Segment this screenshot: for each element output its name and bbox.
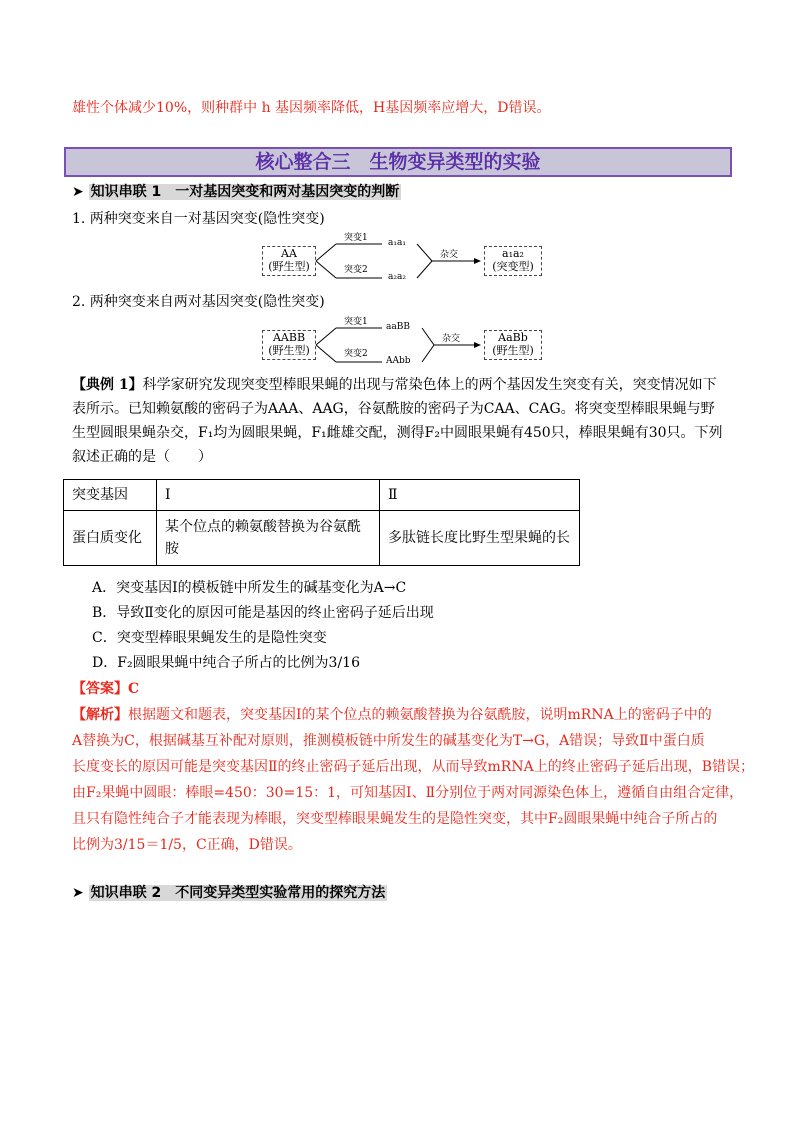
box-genotype: a₁a₂ xyxy=(502,247,524,260)
box-genotype: AaBb xyxy=(498,331,528,344)
box-genotype: AABB xyxy=(272,331,306,344)
mutation-1-label: 突变1 xyxy=(344,233,368,243)
analysis-label: 【解析】 xyxy=(72,707,128,723)
example-paragraph xyxy=(72,375,738,467)
diagram-2 xyxy=(262,318,542,374)
arrow-icon: ➤ xyxy=(72,184,84,200)
analysis-line: 长度变长的原因可能是突变基因Ⅱ的终止密码子延后出现，从而导致mRNA上的终止密码子延后出现，B错误； xyxy=(72,759,754,775)
analysis-line: A替换为C，根据碱基互补配对原则，推测模板链中所发生的碱基变化为T→G，A错误；导致Ⅱ中蛋白质 xyxy=(72,733,705,749)
answer: 【答案】C xyxy=(72,681,140,697)
mutation-2-label: 突变2 xyxy=(344,349,368,359)
top-text: 雄性个体减少10%，则种群中 h 基因频率降低，H基因频率应增大，D错误。 xyxy=(72,100,551,116)
box-phenotype: (突变型) xyxy=(492,260,534,273)
table-cell: 突变基因 xyxy=(64,480,157,511)
mutant-1-genotype: aaBB xyxy=(386,322,410,332)
table-cell: 某个位点的赖氨酸替换为谷氨酰胺 xyxy=(157,511,380,566)
example-line: 生型圆眼果蝇杂交，F₁均为圆眼果蝇，F₁雌雄交配，测得F₂中圆眼果蝇有450只，棒眼果蝇有30只。下列 xyxy=(72,425,723,441)
knowledge-heading-2 xyxy=(72,883,387,903)
box-phenotype: (野生型) xyxy=(268,344,310,357)
option-b: B．导致Ⅱ变化的原因可能是基因的终止密码子延后出现 xyxy=(92,605,434,621)
option-d: D．F₂圆眼果蝇中纯合子所占的比例为3/16 xyxy=(92,655,360,671)
example-line: 表所示。已知赖氨酸的密码子为AAA、AAG，谷氨酰胺的密码子为CAA、CAG。将突变型棒眼果蝇与野 xyxy=(72,401,715,417)
option-c: C．突变型棒眼果蝇发生的是隐性突变 xyxy=(92,630,327,646)
analysis-line: 由F₂果蝇中圆眼：棒眼=450：30=15：1，可知基因Ⅰ、Ⅱ分别位于两对同源染色体上，遵循自由组合定律， xyxy=(72,785,744,801)
knowledge-title-2: 知识串联 2 不同变异类型实验常用的探究方法 xyxy=(90,885,386,901)
mutant-2-genotype: AAbb xyxy=(386,356,411,366)
mutant-2-genotype: a₂a₂ xyxy=(388,272,406,282)
table-row xyxy=(64,511,580,566)
knowledge-title-1: 知识串联 1 一对基因突变和两对基因突变的判断 xyxy=(90,184,400,200)
analysis-paragraph xyxy=(72,705,754,855)
analysis-line: 且只有隐性纯合子才能表现为棒眼，突变型棒眼果蝇发生的是隐性突变，其中F₂圆眼果蝇中纯合子所占的 xyxy=(72,811,718,827)
box-genotype: AA xyxy=(281,247,297,260)
table-cell: 多肽链长度比野生型果蝇的长 xyxy=(380,511,580,566)
item-1: 1. 两种突变来自一对基因突变(隐性突变) xyxy=(72,211,325,227)
mutant-1-genotype: a₁a₁ xyxy=(388,238,406,248)
mutation-1-label: 突变1 xyxy=(344,317,368,327)
mutation-table xyxy=(63,479,580,566)
item-2: 2. 两种突变来自两对基因突变(隐性突变) xyxy=(72,294,325,310)
table-row xyxy=(64,480,580,511)
example-line: 叙述正确的是（ ） xyxy=(72,449,212,465)
option-a: A．突变基因Ⅰ的模板链中所发生的碱基变化为A→C xyxy=(92,580,407,596)
cross-label: 杂交 xyxy=(440,250,459,260)
offspring-box xyxy=(484,330,542,360)
offspring-box xyxy=(484,246,542,276)
example-label: 【典例 1】 xyxy=(72,377,143,393)
mutation-2-label: 突变2 xyxy=(344,265,368,275)
table-cell: Ⅱ xyxy=(380,480,580,511)
arrow-icon: ➤ xyxy=(72,885,84,901)
table-cell: Ⅰ xyxy=(157,480,380,511)
box-phenotype: (野生型) xyxy=(492,344,534,357)
section-title: 核心整合三 生物变异类型的实验 xyxy=(64,147,732,177)
diagram-1 xyxy=(262,234,542,290)
knowledge-heading-1 xyxy=(72,182,401,202)
analysis-line: 比例为3/15＝1/5，C正确，D错误。 xyxy=(72,837,302,853)
table-cell: 蛋白质变化 xyxy=(64,511,157,566)
example-line: 【典例 1】科学家研究发现突变型棒眼果蝇的出现与常染色体上的两个基因发生突变有关，突变情况如下 xyxy=(72,377,717,393)
box-phenotype: (野生型) xyxy=(268,260,310,273)
analysis-line: 【解析】根据题文和题表，突变基因Ⅰ的某个位点的赖氨酸替换为谷氨酰胺，说明mRNA上的密码子中的 xyxy=(72,707,712,723)
cross-label: 杂交 xyxy=(442,334,461,344)
